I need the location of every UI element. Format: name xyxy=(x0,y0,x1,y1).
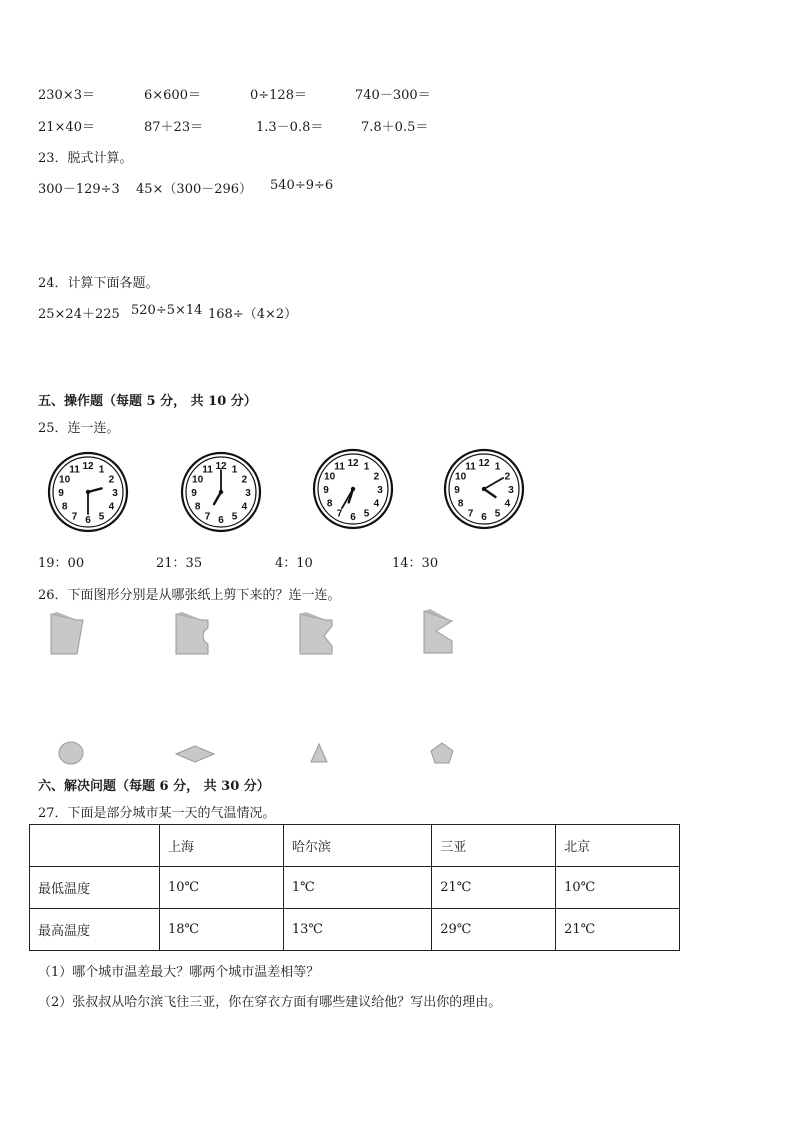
calc-item: 300－129÷3 xyxy=(38,182,120,197)
clock-number: 1 xyxy=(98,464,105,476)
clock-number: 2 xyxy=(504,471,511,483)
clock-number: 4 xyxy=(108,501,115,513)
clock-number: 2 xyxy=(108,474,115,486)
calc-item: 168÷（4×2） xyxy=(208,307,298,322)
clock-number: 9 xyxy=(323,485,329,496)
pentagon-shape-icon xyxy=(429,741,455,765)
clock-number: 5 xyxy=(363,508,370,520)
calc-item: 21×40＝ xyxy=(38,120,95,135)
clock-icon xyxy=(46,450,130,534)
sub-question: （1）哪个城市温差最大？哪两个城市温差相等？ xyxy=(38,965,320,980)
table-header-cell: 三亚 xyxy=(432,825,556,867)
table-cell xyxy=(30,825,160,867)
calc-item: 87＋23＝ xyxy=(144,120,204,135)
table-header-cell: 哈尔滨 xyxy=(283,825,431,867)
clock-number: 4 xyxy=(241,501,248,513)
table-cell: 21℃ xyxy=(556,909,680,951)
clock-number: 12 xyxy=(82,461,94,472)
clock-number: 11 xyxy=(334,461,345,473)
clock-number: 12 xyxy=(347,458,359,469)
calc-item: 230×3＝ xyxy=(38,88,95,103)
table-header-cell: 上海 xyxy=(160,825,284,867)
table-row xyxy=(30,867,680,909)
clock-number: 8 xyxy=(194,501,201,513)
calc-item: 45×（300－296） xyxy=(136,182,253,197)
sub-question: （2）张叔叔从哈尔滨飞往三亚，你在穿衣方面有哪些建议给他？写出你的理由。 xyxy=(38,995,502,1010)
section-title: 五、操作题（每题 5 分， 共 10 分） xyxy=(38,394,257,409)
clock-number: 9 xyxy=(58,488,64,499)
calc-item: 520÷5×14 xyxy=(131,303,203,318)
table-row-label: 最低温度 xyxy=(30,867,160,909)
clock-number: 8 xyxy=(61,501,68,513)
time-label: 21：35 xyxy=(156,556,203,571)
question-title: 26．下面图形分别是从哪张纸上剪下来的？连一连。 xyxy=(38,588,341,603)
calc-item: 1.3－0.8＝ xyxy=(256,120,324,135)
clock-number: 12 xyxy=(215,461,227,472)
clock-number: 11 xyxy=(465,461,476,473)
clock-number: 4 xyxy=(504,498,511,510)
clock-number: 10 xyxy=(59,474,71,486)
section-title: 六、解决问题（每题 6 分， 共 30 分） xyxy=(38,779,270,794)
calc-item: 25×24＋225 xyxy=(38,307,120,322)
calc-item: 7.8＋0.5＝ xyxy=(361,120,429,135)
clock-number: 10 xyxy=(192,474,204,486)
clock-number: 6 xyxy=(481,512,487,523)
calc-item: 0÷128＝ xyxy=(250,88,307,103)
table-header-cell: 北京 xyxy=(556,825,680,867)
calc-item: 740－300＝ xyxy=(355,88,431,103)
table-cell: 13℃ xyxy=(283,909,431,951)
clock-number: 9 xyxy=(191,488,197,499)
time-label: 4：10 xyxy=(275,556,313,571)
triangle-shape-icon xyxy=(308,742,330,764)
calc-item: 6×600＝ xyxy=(144,88,201,103)
clock-number: 10 xyxy=(324,471,336,483)
clock-number: 11 xyxy=(202,464,213,476)
clock-number: 1 xyxy=(231,464,238,476)
clock-center xyxy=(482,487,486,491)
clock-number: 4 xyxy=(373,498,380,510)
table-header-row xyxy=(30,825,680,867)
folded-paper-icon xyxy=(49,610,85,656)
clock-number: 3 xyxy=(508,485,514,496)
clock-number: 5 xyxy=(231,511,238,523)
table-row xyxy=(30,909,680,951)
clock-number: 8 xyxy=(326,498,333,510)
question-title: 23．脱式计算。 xyxy=(38,151,133,166)
table-cell: 29℃ xyxy=(432,909,556,951)
clock-number: 7 xyxy=(71,511,78,523)
clock-icon xyxy=(311,447,395,531)
time-label: 14：30 xyxy=(392,556,439,571)
table-cell: 18℃ xyxy=(160,909,284,951)
clock-icon xyxy=(179,450,263,534)
clock-icon xyxy=(442,447,526,531)
clock-number: 9 xyxy=(454,485,460,496)
clock-number: 2 xyxy=(241,474,248,486)
question-title: 24．计算下面各题。 xyxy=(38,276,159,291)
table-cell: 1℃ xyxy=(283,867,431,909)
clock-number: 5 xyxy=(98,511,105,523)
question-title: 27．下面是部分城市某一天的气温情况。 xyxy=(38,806,276,821)
table-row-label: 最高温度 xyxy=(30,909,160,951)
clock-center xyxy=(86,490,90,494)
clock-number: 2 xyxy=(373,471,380,483)
folded-paper-icon xyxy=(298,610,334,656)
clock-number: 6 xyxy=(350,512,356,523)
clock-number: 5 xyxy=(494,508,501,520)
clock-number: 6 xyxy=(218,515,224,526)
clock-number: 1 xyxy=(363,461,370,473)
calc-item: 540÷9÷6 xyxy=(270,178,334,193)
clock-number: 1 xyxy=(494,461,501,473)
clock-center xyxy=(219,490,223,494)
circle-shape-icon xyxy=(56,740,86,766)
clock-number: 3 xyxy=(377,485,383,496)
clock-number: 12 xyxy=(478,458,490,469)
clock-number: 7 xyxy=(336,508,343,520)
folded-paper-icon xyxy=(422,607,458,655)
clock-number: 8 xyxy=(457,498,464,510)
clock-number: 3 xyxy=(245,488,251,499)
clock-number: 10 xyxy=(455,471,467,483)
temperature-table xyxy=(29,824,680,951)
table-cell: 10℃ xyxy=(160,867,284,909)
clock-center xyxy=(351,487,355,491)
clock-number: 7 xyxy=(467,508,474,520)
diamond-shape-icon xyxy=(174,744,216,764)
clock-number: 11 xyxy=(69,464,80,476)
clock-number: 7 xyxy=(204,511,211,523)
table-cell: 21℃ xyxy=(432,867,556,909)
clock-number: 3 xyxy=(112,488,118,499)
time-label: 19：00 xyxy=(38,556,85,571)
folded-paper-icon xyxy=(174,610,210,656)
clock-number: 6 xyxy=(85,515,91,526)
question-title: 25．连一连。 xyxy=(38,421,120,436)
table-cell: 10℃ xyxy=(556,867,680,909)
